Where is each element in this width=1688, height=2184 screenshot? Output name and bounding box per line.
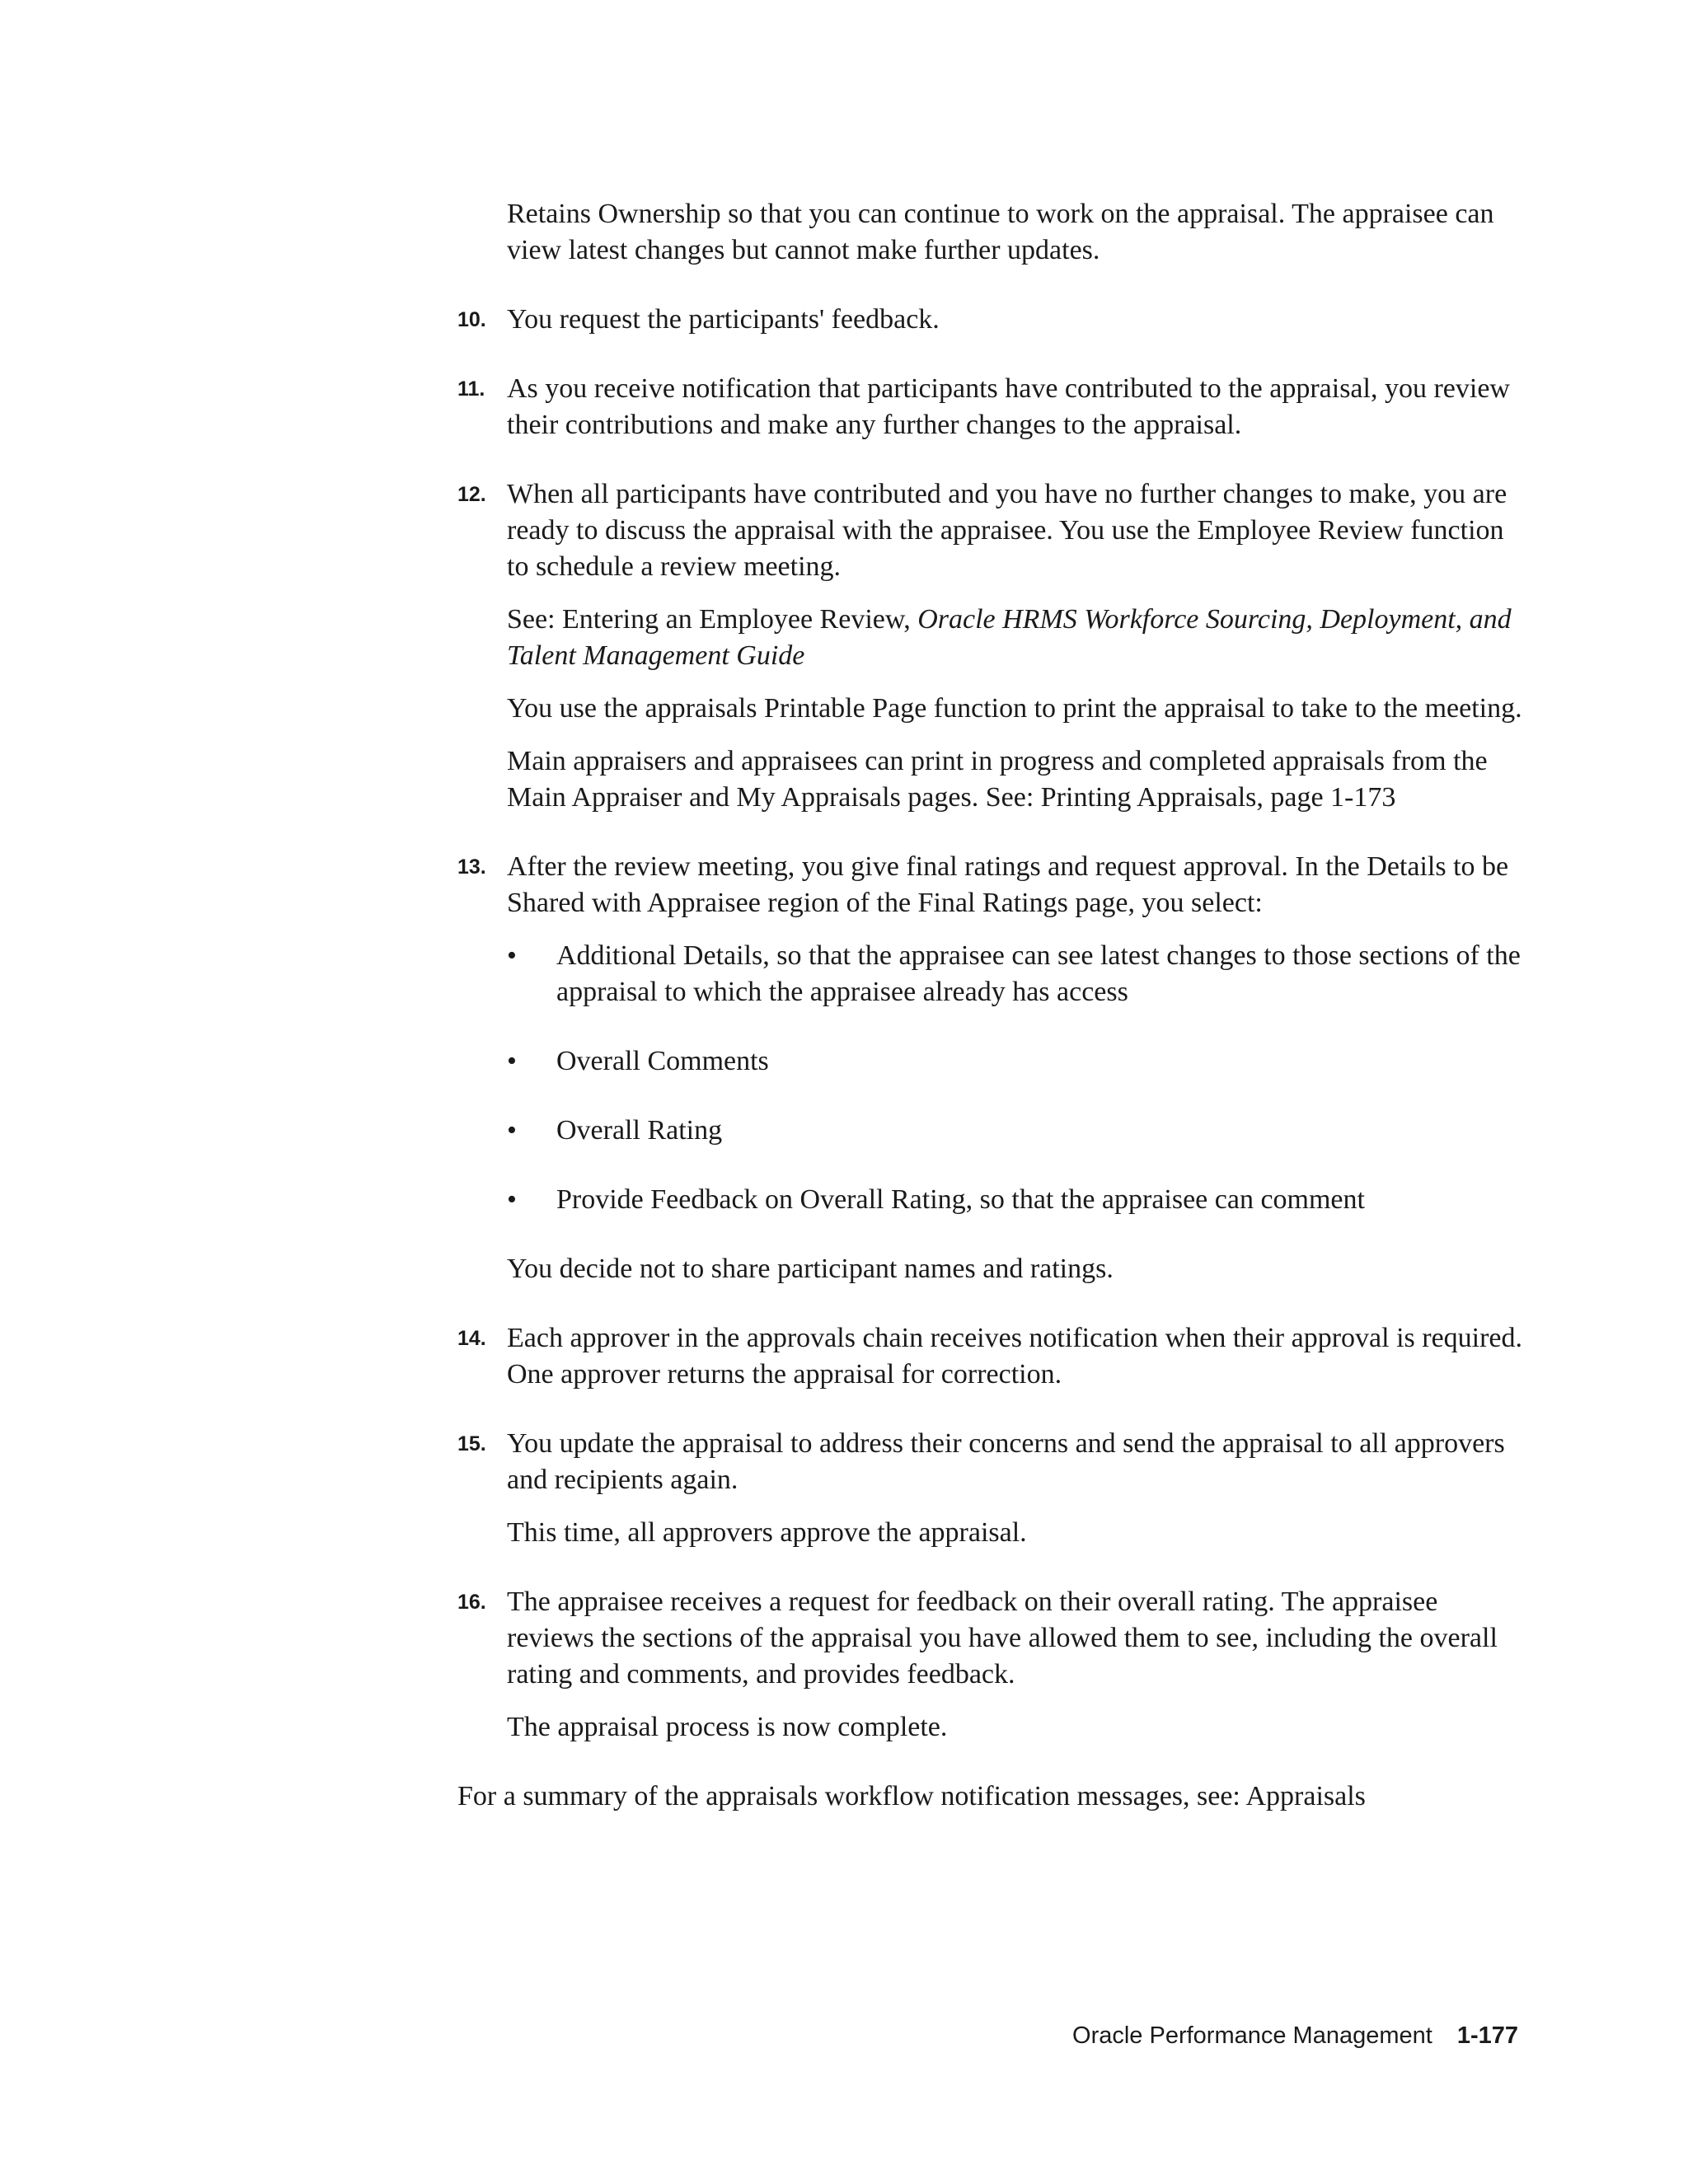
- step-followup: This time, all approvers approve the appraisal.: [507, 1517, 1027, 1548]
- step-11: [457, 371, 1529, 443]
- bullet-item: [507, 938, 1529, 1010]
- step-number: 11.: [457, 377, 485, 401]
- bullet-icon: •: [507, 1115, 517, 1146]
- step-number: 16.: [457, 1591, 486, 1614]
- step-number: 10.: [457, 308, 486, 331]
- book-title: Oracle HRMS Workforce Sourcing, Deployment, and Talent Management Guide: [507, 604, 1512, 671]
- step-text: When all participants have contributed and you have no further changes to make, you are ready to discuss the appraisal with the appraisee. You use the Employee Review function to schedule a review meeting.: [507, 479, 1507, 582]
- step-13: [457, 849, 1529, 1287]
- share-decision-text: You decide not to share participant names and ratings.: [507, 1254, 1114, 1284]
- step-16: [457, 1584, 1529, 1746]
- step-text: Each approver in the approvals chain receives notification when their approval is required. One approver returns the appraisal for correction.: [507, 1323, 1523, 1390]
- bullet-text: Additional Details, so that the appraisee can see latest changes to those sections of the appraisal to which the appraisee already has access: [556, 940, 1521, 1007]
- step-text: You update the appraisal to address their concerns and send the appraisal to all approvers and recipients again.: [507, 1428, 1505, 1495]
- page-number: 1-177: [1456, 2022, 1518, 2049]
- bullet-text: Overall Rating: [556, 1115, 723, 1146]
- bullet-text: Provide Feedback on Overall Rating, so that the appraisee can comment: [556, 1184, 1365, 1215]
- bullet-item: [507, 1182, 1529, 1218]
- bullet-icon: •: [507, 1184, 517, 1215]
- page-footer: [1072, 2021, 1518, 2050]
- bullet-item: [507, 1043, 1529, 1080]
- step-12: [457, 476, 1529, 816]
- bullet-icon: •: [507, 1046, 517, 1076]
- step-text: After the review meeting, you give final ratings and request approval. In the Details to be Shared with Appraisee region of the Final Ratings page, you select:: [507, 851, 1509, 918]
- step-text: You request the participants' feedback.: [507, 304, 940, 335]
- step-14: [457, 1320, 1529, 1393]
- step-15: [457, 1426, 1529, 1551]
- step-followup: The appraisal process is now complete.: [507, 1712, 948, 1742]
- step-10: [457, 302, 1529, 338]
- page-content: [457, 196, 1529, 1815]
- summary-paragraph: For a summary of the appraisals workflow notification messages, see: Appraisals: [457, 1781, 1366, 1811]
- bullet-icon: •: [507, 940, 517, 971]
- main-appraisers-paragraph: Main appraisers and appraisees can print in progress and completed appraisals from the Main Appraiser and My Appraisals pages. See: Printing Appraisals, page 1-173: [507, 746, 1488, 813]
- see-reference: [507, 602, 1529, 674]
- printable-paragraph: You use the appraisals Printable Page function to print the appraisal to take to the meeting.: [507, 693, 1522, 724]
- see-prefix: See: Entering an Employee Review,: [507, 604, 918, 635]
- intro-paragraph: Retains Ownership so that you can continue to work on the appraisal. The appraisee can view latest changes but cannot make further updates.: [507, 199, 1494, 265]
- step-number: 15.: [457, 1432, 486, 1455]
- step-text: As you receive notification that participants have contributed to the appraisal, you review their contributions and make any further changes to the appraisal.: [507, 373, 1510, 440]
- details-bullet-list: [507, 938, 1529, 1218]
- step-number: 14.: [457, 1327, 486, 1350]
- bullet-item: [507, 1113, 1529, 1149]
- bullet-text: Overall Comments: [556, 1046, 769, 1076]
- step-number: 13.: [457, 855, 486, 879]
- footer-title: Oracle Performance Management: [1072, 2022, 1432, 2049]
- step-text: The appraisee receives a request for feedback on their overall rating. The appraisee reviews the sections of the appraisal you have allowed them to see, including the overall rating and comments, and provides feedback.: [507, 1586, 1498, 1690]
- step-number: 12.: [457, 483, 486, 506]
